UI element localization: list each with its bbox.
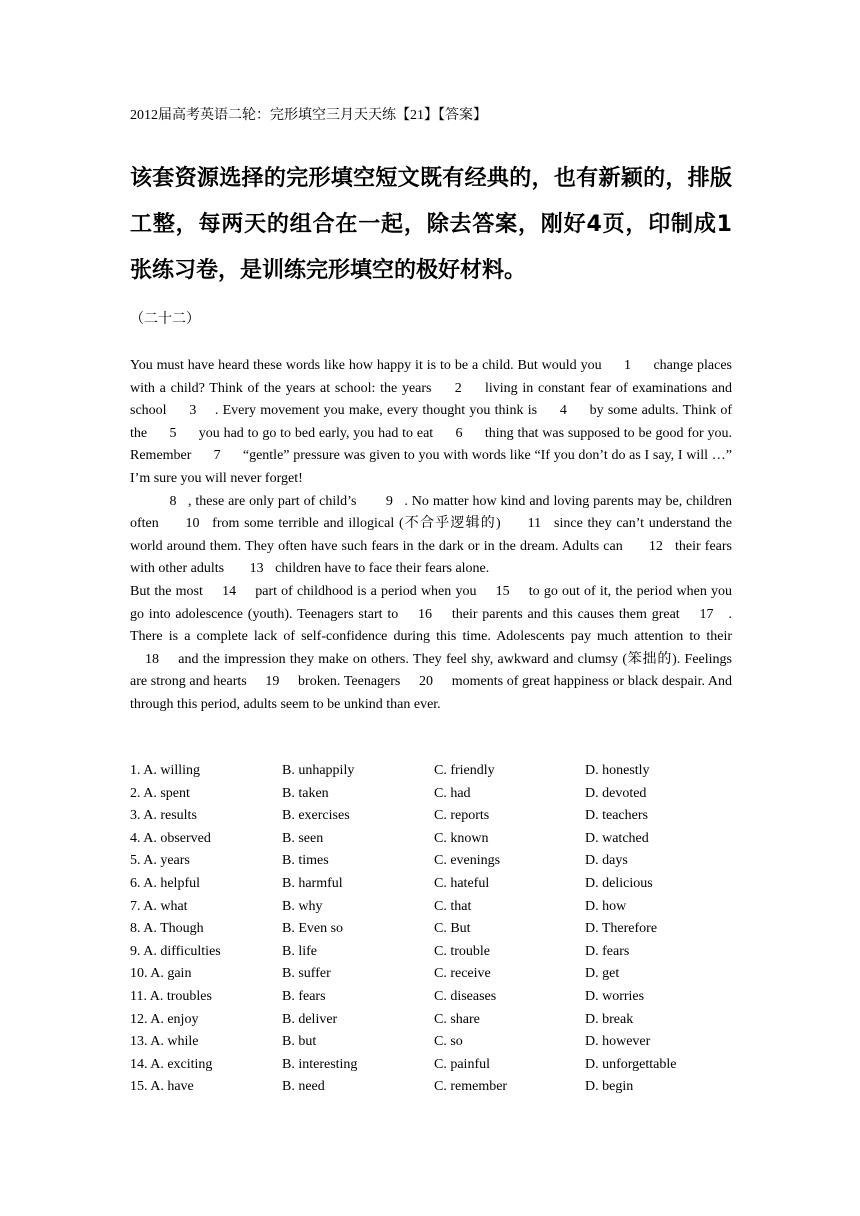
option-a: 4. A. observed: [130, 830, 211, 846]
option-a: 13. A. while: [130, 1034, 199, 1050]
option-c: C. friendly: [434, 763, 495, 778]
option-c: C. But: [434, 921, 471, 937]
option-d: D. however: [585, 1034, 651, 1050]
option-b: B. unhappily: [282, 763, 355, 778]
option-row: [130, 1009, 732, 1032]
option-row: [130, 896, 732, 919]
passage-text: from some terrible and illogical (不合乎逻辑的): [207, 516, 506, 532]
intro-paragraph: 该套资源选择的完形填空短文既有经典的，也有新颖的，排版工整，每两天的组合在一起，除去答案，刚好4页，印制成1张练习卷，是训练完形填空的极好材料。: [130, 166, 732, 283]
option-d: D. days: [585, 853, 628, 869]
blank-number: 17: [699, 606, 714, 622]
option-a: 11. A. troubles: [130, 988, 212, 1004]
option-d: D. teachers: [585, 808, 648, 824]
option-row: [130, 1031, 732, 1054]
blank-number: 9: [385, 493, 393, 509]
blank-number: 2: [454, 380, 462, 396]
passage-text: their parents and this causes them great: [447, 606, 685, 622]
blank-number: 3: [189, 403, 197, 419]
option-d: D. fears: [585, 943, 630, 959]
passage-text: . There is a complete lack of self-confidence during this time. Adolescents pay much attention to their: [130, 606, 732, 645]
blank-number: 5: [169, 425, 177, 441]
blank-number: 13: [249, 561, 264, 577]
option-b: B. harmful: [282, 875, 343, 891]
option-row: [130, 963, 732, 986]
passage-text: their fears with other adults: [130, 538, 732, 577]
option-c: C. trouble: [434, 943, 490, 959]
option-row: [130, 850, 732, 873]
option-d: D. Therefore: [585, 921, 658, 937]
option-c: C. that: [434, 898, 472, 914]
option-row: [130, 805, 732, 828]
blank-number: 15: [495, 583, 510, 599]
option-row: [130, 828, 732, 851]
passage-text: part of childhood is a period when you: [251, 583, 481, 599]
option-b: B. why: [282, 898, 323, 914]
option-row: [130, 1076, 732, 1099]
blank-number: 4: [559, 403, 567, 419]
option-row: [130, 941, 732, 964]
blank-number: 20: [419, 674, 434, 690]
option-a: 5. A. years: [130, 853, 190, 869]
option-a: 8. A. Though: [130, 921, 204, 937]
blank-number: 18: [145, 651, 159, 667]
passage-text: since they can’t understand the world around them. They often have such fears in the dark or in the dream. Adults can: [130, 516, 732, 554]
option-b: B. taken: [282, 785, 329, 801]
option-c: C. painful: [434, 1056, 490, 1072]
option-row: [130, 783, 732, 806]
option-b: B. seen: [282, 830, 324, 846]
option-b: B. times: [282, 853, 329, 869]
document-title: 2012届高考英语二轮：完形填空三月天天练【21】【答案】: [130, 108, 487, 123]
option-d: D. get: [585, 966, 620, 982]
passage-paragraph-3: [130, 581, 732, 717]
passage-paragraph-1: [130, 355, 732, 491]
blank-number: 8: [169, 493, 177, 509]
blank-number: 12: [648, 538, 663, 554]
passage-paragraph-2: [130, 491, 732, 581]
option-row: [130, 918, 732, 941]
passage-text: by some adults. Think of the: [130, 403, 733, 441]
option-c: C. evenings: [434, 853, 501, 869]
option-a: 10. A. gain: [130, 966, 192, 982]
option-a: 2. A. spent: [130, 785, 190, 801]
option-c: C. hateful: [434, 875, 490, 891]
option-d: D. worries: [585, 988, 645, 1004]
section-label: （二十二）: [130, 312, 200, 327]
passage-text: children have to face their fears alone.: [271, 561, 490, 577]
option-row: [130, 1054, 732, 1077]
option-c: C. share: [434, 1011, 480, 1027]
option-b: B. interesting: [282, 1056, 358, 1072]
passage-text: thing that was supposed to be good for you. Remember: [130, 425, 733, 464]
option-b: B. fears: [282, 988, 326, 1004]
passage-text: “gentle” pressure was given to you with words like “If you don’t do as I say, I will …” I’m sure you will never forget!: [130, 448, 732, 486]
option-row: [130, 986, 732, 1009]
option-a: 12. A. enjoy: [130, 1011, 199, 1027]
answer-options-table: [130, 760, 732, 1099]
option-row: [130, 760, 732, 783]
blank-number: 6: [455, 425, 463, 441]
passage-text: . Every movement you make, every thought you think is: [214, 403, 542, 419]
option-d: D. begin: [585, 1079, 634, 1095]
option-a: 9. A. difficulties: [130, 943, 221, 959]
option-d: D. unforgettable: [585, 1056, 677, 1072]
option-c: C. known: [434, 830, 489, 846]
option-d: D. how: [585, 898, 627, 914]
option-d: D. watched: [585, 830, 649, 846]
option-b: B. need: [282, 1079, 325, 1095]
passage-text: But the most: [130, 583, 208, 599]
blank-number: 10: [185, 516, 200, 532]
passage-text: you had to go to bed early, you had to eat: [194, 425, 438, 441]
option-b: B. life: [282, 943, 317, 959]
option-c: C. so: [434, 1034, 463, 1050]
option-d: D. honestly: [585, 763, 650, 778]
option-row: [130, 873, 732, 896]
passage-text: living in constant fear of examinations and school: [130, 380, 732, 419]
blank-number: 1: [624, 358, 632, 373]
option-b: B. exercises: [282, 808, 350, 824]
option-c: C. diseases: [434, 988, 497, 1004]
blank-number: 16: [418, 606, 433, 622]
option-d: D. break: [585, 1011, 634, 1027]
option-b: B. but: [282, 1034, 317, 1050]
option-a: 1. A. willing: [130, 763, 201, 778]
blank-number: 11: [527, 516, 542, 532]
option-c: C. remember: [434, 1079, 508, 1095]
passage-text: and the impression they make on others. They feel shy, awkward and clumsy (笨拙的). Feelings are strong and hearts: [130, 651, 732, 690]
option-d: D. delicious: [585, 875, 653, 891]
passage-text: You must have heard these words like how happy it is to be a child. But would you: [130, 358, 606, 373]
option-c: C. reports: [434, 808, 490, 824]
option-c: C. receive: [434, 966, 491, 982]
passage-text: to go out of it, the period when you go into adolescence (youth). Teenagers start to: [130, 583, 733, 622]
option-a: 3. A. results: [130, 808, 197, 824]
passage-text: broken. Teenagers: [294, 674, 405, 690]
option-b: B. deliver: [282, 1011, 338, 1027]
passage-text: . No matter how kind and loving parents may be, children often: [130, 493, 732, 532]
option-b: B. suffer: [282, 966, 331, 982]
option-a: 7. A. what: [130, 898, 188, 914]
option-a: 6. A. helpful: [130, 875, 200, 891]
option-b: B. Even so: [282, 921, 344, 937]
blank-number: 19: [265, 674, 280, 690]
option-c: C. had: [434, 785, 471, 801]
option-a: 15. A. have: [130, 1079, 194, 1095]
blank-number: 14: [222, 583, 237, 599]
cloze-passage: [130, 355, 732, 717]
blank-number: 7: [213, 448, 221, 464]
passage-text: moments of great happiness or black despair. And through this period, adults seem to be unkind than ever.: [130, 674, 732, 712]
option-a: 14. A. exciting: [130, 1056, 213, 1072]
option-d: D. devoted: [585, 785, 647, 801]
passage-text: change places with a child? Think of the years at school: the years: [130, 358, 732, 396]
passage-text: , these are only part of child’s: [188, 493, 361, 509]
